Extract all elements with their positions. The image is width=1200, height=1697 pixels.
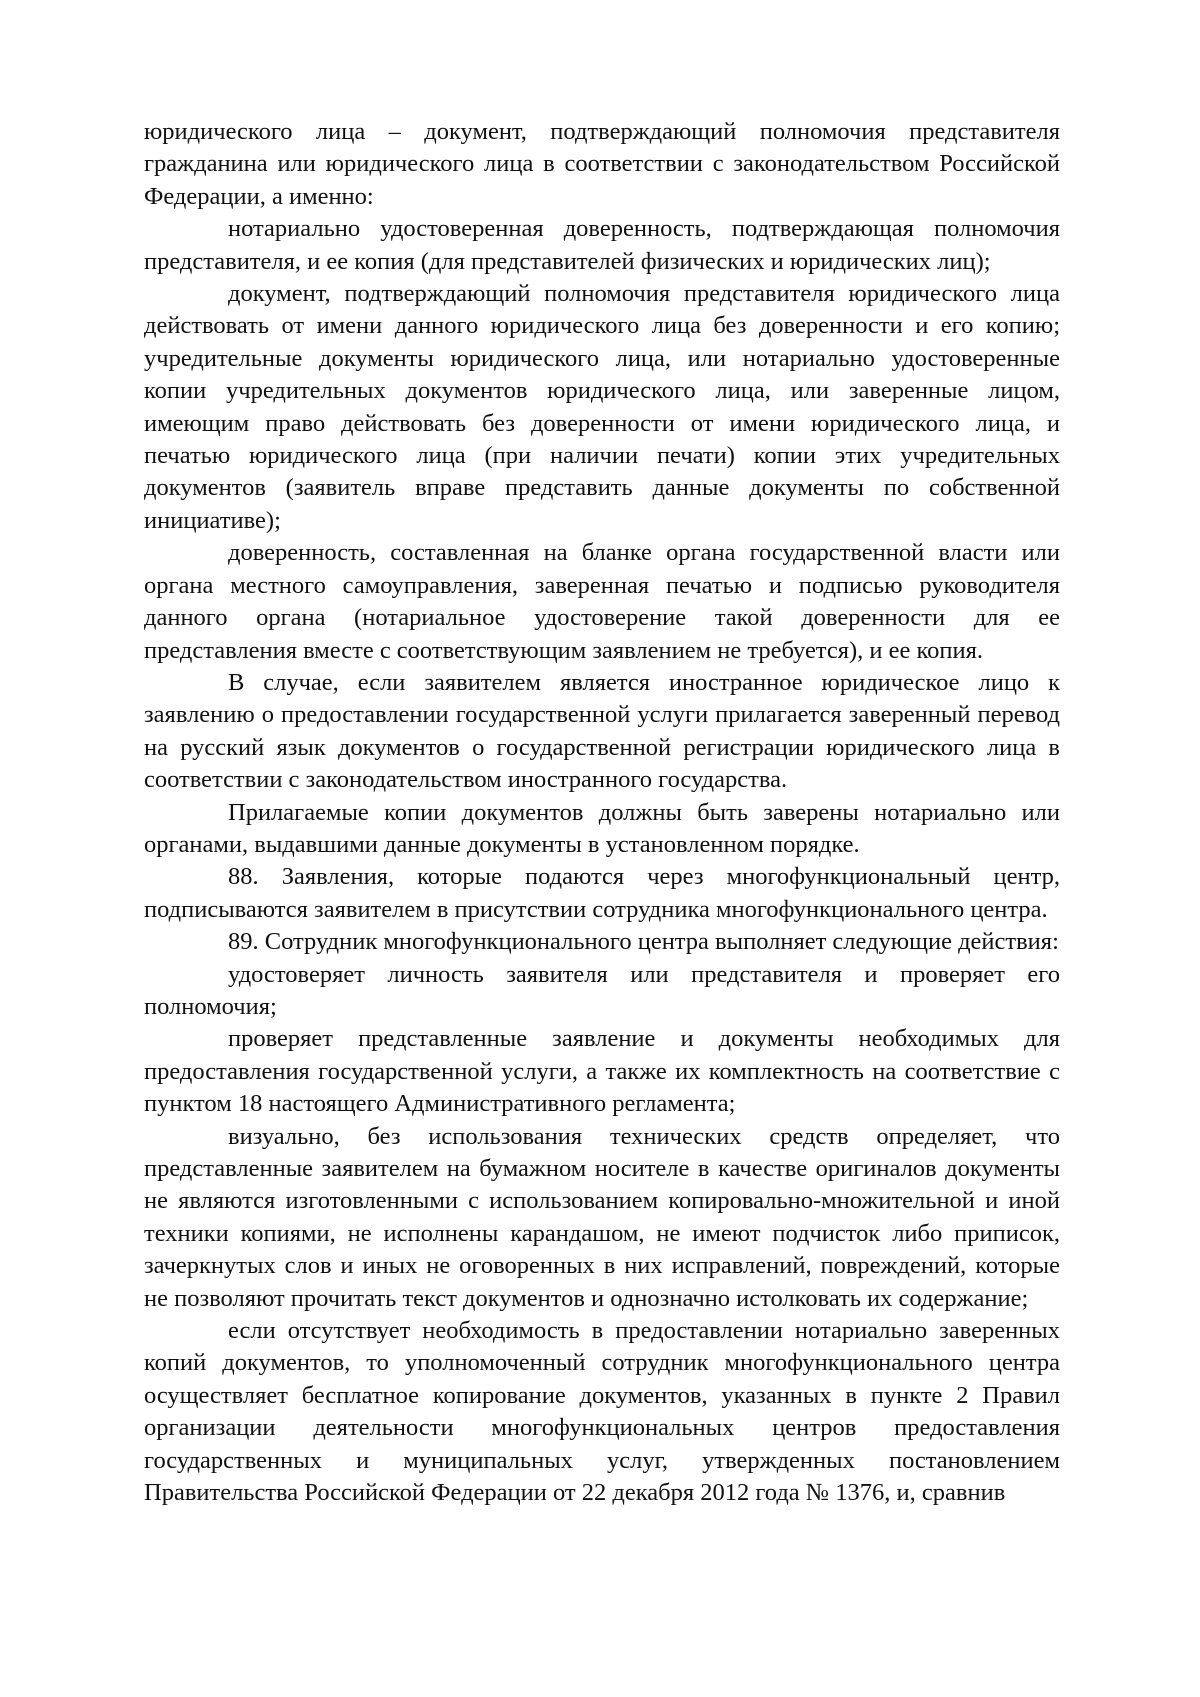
paragraph-representative-document: юридического лица – документ, подтверждающий полномочия представителя гражданина или юридического лица в соответствии с законодательством Российской Федерации, а именно: <box>144 118 1060 210</box>
paragraph-check-documents: проверяет представленные заявление и документы необходимых для предоставления государственной услуги, а также их комплектность на соответствие с пунктом 18 настоящего Административного регламента; <box>144 1025 1060 1118</box>
paragraph-legal-entity-authority: документ, подтверждающий полномочия представителя юридического лица действовать от имени данного юридического лица без доверенности и его копию; учредительные документы юридического лица, или нотариально удостоверенные копии учредительных документов юридического лица, или заверенные лицом, имеющим право действовать без доверенности от имени юридического лица, и печатью юридического лица (при наличии печати) копии этих учредительных документов (заявитель вправе представить данные документы по собственной инициативе); <box>144 280 1060 534</box>
paragraph-verify-identity: удостоверяет личность заявителя или представителя и проверяет его полномочия; <box>144 960 1060 1020</box>
paragraph-notarized-power-of-attorney: нотариально удостоверенная доверенность, подтверждающая полномочия представителя, и ее копия (для представителей физических и юридических лиц); <box>144 215 1060 275</box>
document-page <box>144 116 1060 1509</box>
paragraph-clause-89: 89. Сотрудник многофункционального центра выполняет следующие действия: <box>228 928 1059 956</box>
paragraph-foreign-legal-entity: В случае, если заявителем является иностранное юридическое лицо к заявлению о предоставлении государственной услуги прилагается заверенный перевод на русский язык документов о государственной регистрации юридического лица в соответствии с законодательством иностранного государства. <box>144 668 1060 794</box>
paragraph-free-copying: если отсутствует необходимость в предоставлении нотариально заверенных копий документов, то уполномоченный сотрудник многофункционального центра осуществляет бесплатное копирование документов, указанных в пункте 2 Правил организации деятельности многофункциональных центров предоставления государственных и муниципальных услуг, утвержденных постановлением Правительства Российской Федерации от 22 декабря 2012 года № 1376, и, сравнив <box>144 1317 1060 1507</box>
paragraph-clause-88: 88. Заявления, которые подаются через многофункциональный центр, подписываются заявителем в присутствии сотрудника многофункционального центра. <box>144 863 1060 923</box>
paragraph-attached-copies: Прилагаемые копии документов должны быть заверены нотариально или органами, выдавшими данные документы в установленном порядке. <box>144 798 1060 858</box>
paragraph-government-letterhead-proxy: доверенность, составленная на бланке органа государственной власти или органа местного самоуправления, заверенная печатью и подписью руководителя данного органа (нотариальное удостоверение такой доверенности для ее представления вместе с соответствующим заявлением не требуется), и ее копия. <box>144 539 1060 664</box>
paragraph-visual-inspection: визуально, без использования технических средств определяет, что представленные заявителем на бумажном носителе в качестве оригиналов документы не являются изготовленными с использованием копировально-множительной и иной техники копиями, не исполнены карандашом, не имеют подчисток либо приписок, зачеркнутых слов и иных не оговоренных в них исправлений, повреждений, которые не позволяют прочитать текст документов и однозначно истолковать их содержание; <box>144 1122 1060 1312</box>
